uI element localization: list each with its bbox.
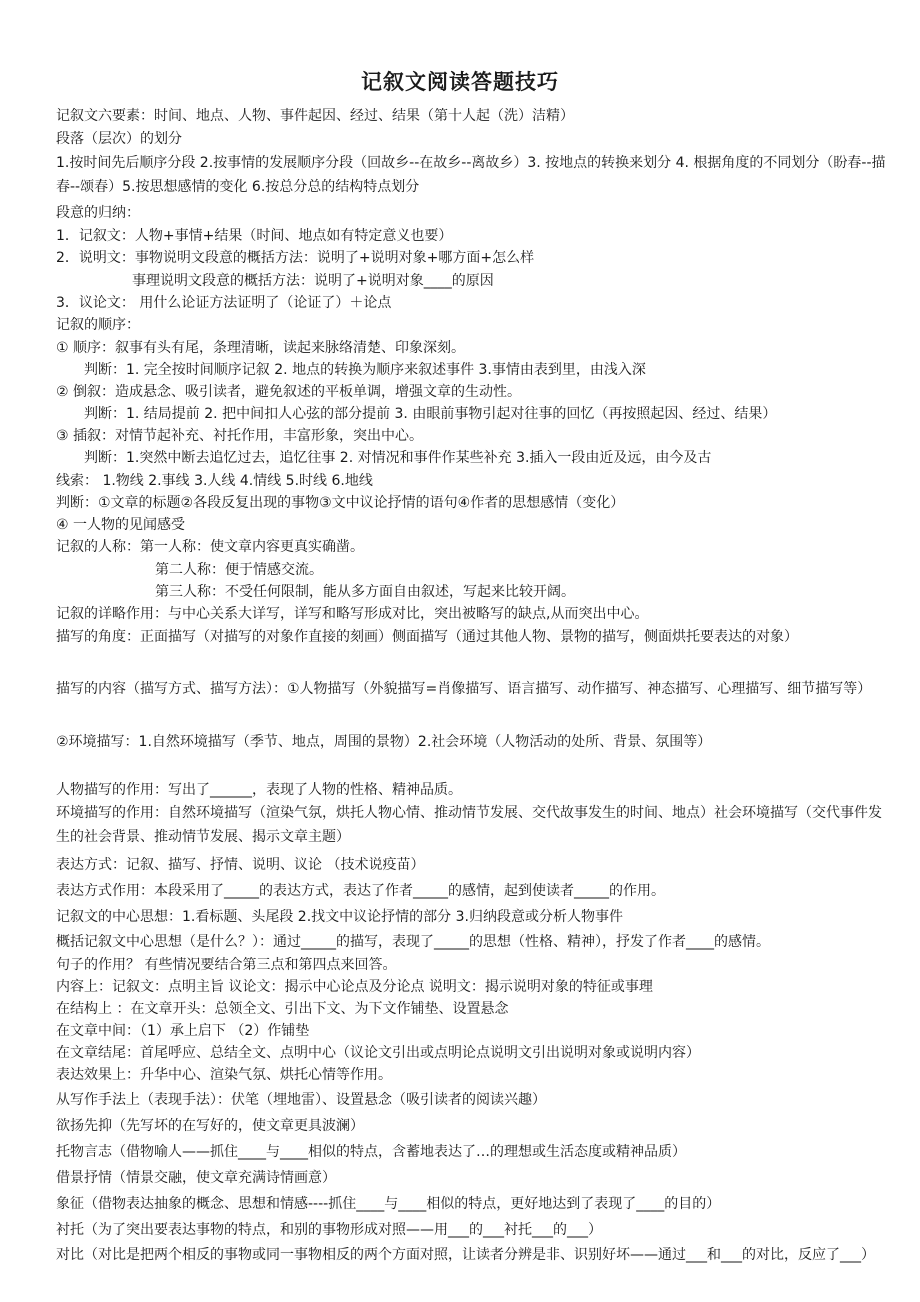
text-line: 记叙的人称：第一人称：使文章内容更真实确凿。 [56, 539, 364, 555]
text-line: 段落（层次）的划分 [56, 131, 182, 147]
text-line: ④ 一人物的见闻感受 [56, 517, 186, 533]
text-line: 从写作手法上（表现手法）：伏笔（埋地雷）、设置悬念（吸引读者的阅读兴趣） [56, 1092, 546, 1108]
text-line: 欲扬先抑（先写坏的在写好的，使文章更具波澜） [56, 1118, 364, 1134]
text-line: 象征（借物表达抽象的概念、思想和情感----抓住____与____相似的特点，更好地达到了表现了____的目的） [56, 1196, 721, 1212]
text-paragraph: 环境描写的作用：自然环境描写（渲染气氛，烘托人物心情、推动情节发展、交代故事发生的时间、地点）社会环境描写（交代事件发生的社会背景、推动情节发展、揭示文章主题） [56, 805, 882, 845]
text-line: 人物描写的作用：写出了______，表现了人物的性格、精神品质。 [56, 782, 462, 798]
text-line: 段意的归纳： [56, 205, 140, 221]
text-line: 在文章结尾：首尾呼应、总结全文、点明中心（议论文引出或点明论点说明文引出说明对象或说明内容） [56, 1045, 700, 1061]
text-line: 表达方式作用：本段采用了_____的表达方式，表达了作者_____的感情，起到使读者_____的作用。 [56, 883, 665, 899]
text-line: 在文章中间：（1）承上启下 （2）作铺垫 [56, 1023, 310, 1039]
text-line: 表达效果上：升华中心、渲染气氛、烘托心情等作用。 [56, 1067, 392, 1083]
text-line: ① 顺序：叙事有头有尾，条理清晰，读起来脉络清楚、印象深刻。 [56, 340, 465, 356]
text-line: 判断：1.突然中断去追忆过去，追忆往事 2. 对情况和事件作某些补充 3.插入一段由近及远，由今及古 [84, 450, 712, 466]
text-line: 线索： 1.物线 2.事线 3.人线 4.情线 5.时线 6.地线 [56, 473, 373, 489]
text-paragraph: 对比（对比是把两个相反的事物或同一事物相反的两个方面对照，让读者分辨是非、识别好坏——通过___和___的对比，反应了___） [56, 1247, 875, 1263]
text-paragraph: 描写的角度：正面描写（对描写的对象作直接的刻画）侧面描写（通过其他人物、景物的描写，侧面烘托要表达的对象） [56, 629, 798, 645]
text-line: 记叙文六要素：时间、地点、人物、事件起因、经过、结果（第十人起（洗）洁精） [56, 108, 574, 124]
text-line: 2．说明文：事物说明文段意的概括方法：说明了+说明对象+哪方面+怎么样 [56, 250, 535, 266]
text-line: 借景抒情（情景交融，使文章充满诗情画意） [56, 1170, 336, 1186]
text-line: 判断：1. 结局提前 2. 把中间扣人心弦的部分提前 3. 由眼前事物引起对往事的回忆（再按照起因、经过、结果） [84, 406, 777, 422]
text-line: 记叙文的中心思想：1.看标题、头尾段 2.找文中议论抒情的部分 3.归纳段意或分析人物事件 [56, 909, 623, 925]
text-line: 表达方式：记叙、描写、抒情、说明、议论 （技术说疫苗） [56, 857, 425, 873]
text-paragraph: 描写的内容（描写方式、描写方法）：①人物描写（外貌描写=肖像描写、语言描写、动作描写、神态描写、心理描写、细节描写等） [56, 681, 872, 697]
text-line: ② 倒叙：造成悬念、吸引读者，避免叙述的平板单调，增强文章的生动性。 [56, 384, 521, 400]
text-line: 判断：①文章的标题②各段反复出现的事物③文中议论抒情的语句④作者的思想感情（变化） [56, 495, 625, 511]
text-line: ③ 插叙：对情节起补充、衬托作用，丰富形象，突出中心。 [56, 428, 423, 444]
text-line: ②环境描写：1.自然环境描写（季节、地点，周围的景物）2.社会环境（人物活动的处所、背景、氛围等） [56, 734, 712, 750]
text-line: 判断：1. 完全按时间顺序记叙 2. 地点的转换为顺序来叙述事件 3.事情由表到里，由浅入深 [84, 362, 646, 378]
text-line: 事理说明文段意的概括方法：说明了+说明对象____的原因 [132, 273, 494, 289]
text-line: 1．记叙文：人物+事情+结果（时间、地点如有特定意义也要） [56, 228, 453, 244]
text-line: 概括记叙文中心思想（是什么？）：通过_____的描写，表现了_____的思想（性格、精神），抒发了作者____的感情。 [56, 934, 770, 950]
page-title: 记叙文阅读答题技巧 [361, 70, 559, 94]
text-line: 在结构上 ：在文章开头：总领全文、引出下文、为下文作铺垫、设置悬念 [56, 1001, 509, 1017]
text-line: 记叙的详略作用：与中心关系大详写，详写和略写形成对比，突出被略写的缺点,从而突出中心。 [56, 606, 649, 622]
text-line: 内容上：记叙文：点明主旨 议论文：揭示中心论点及分论点 说明文：揭示说明对象的特征或事理 [56, 979, 653, 995]
text-line: 衬托（为了突出要表达事物的特点，和别的事物形成对照——用___的___衬托___的___） [56, 1222, 602, 1238]
text-line: 记叙的顺序： [56, 317, 140, 333]
text-line: 3．议论文： 用什么论证方法证明了（论证了）＋论点 [56, 295, 392, 311]
text-line: 第三人称：不受任何限制，能从多方面自由叙述，写起来比较开阔。 [155, 584, 575, 600]
text-line: 第二人称：便于情感交流。 [155, 562, 323, 578]
text-line: 托物言志（借物喻人——抓住____与____相似的特点，含蓄地表达了…的理想或生活态度或精神品质） [56, 1144, 686, 1160]
text-paragraph: 1.按时间先后顺序分段 2.按事情的发展顺序分段（回故乡--在故乡--离故乡）3. 按地点的转换来划分 4. 根据角度的不同划分（盼春--描春--颂春）5.按思想感情的变化 6.按总分总的结构特点划分 [56, 155, 886, 195]
text-line: 句子的作用？ 有些情况要结合第三点和第四点来回答。 [56, 957, 397, 973]
